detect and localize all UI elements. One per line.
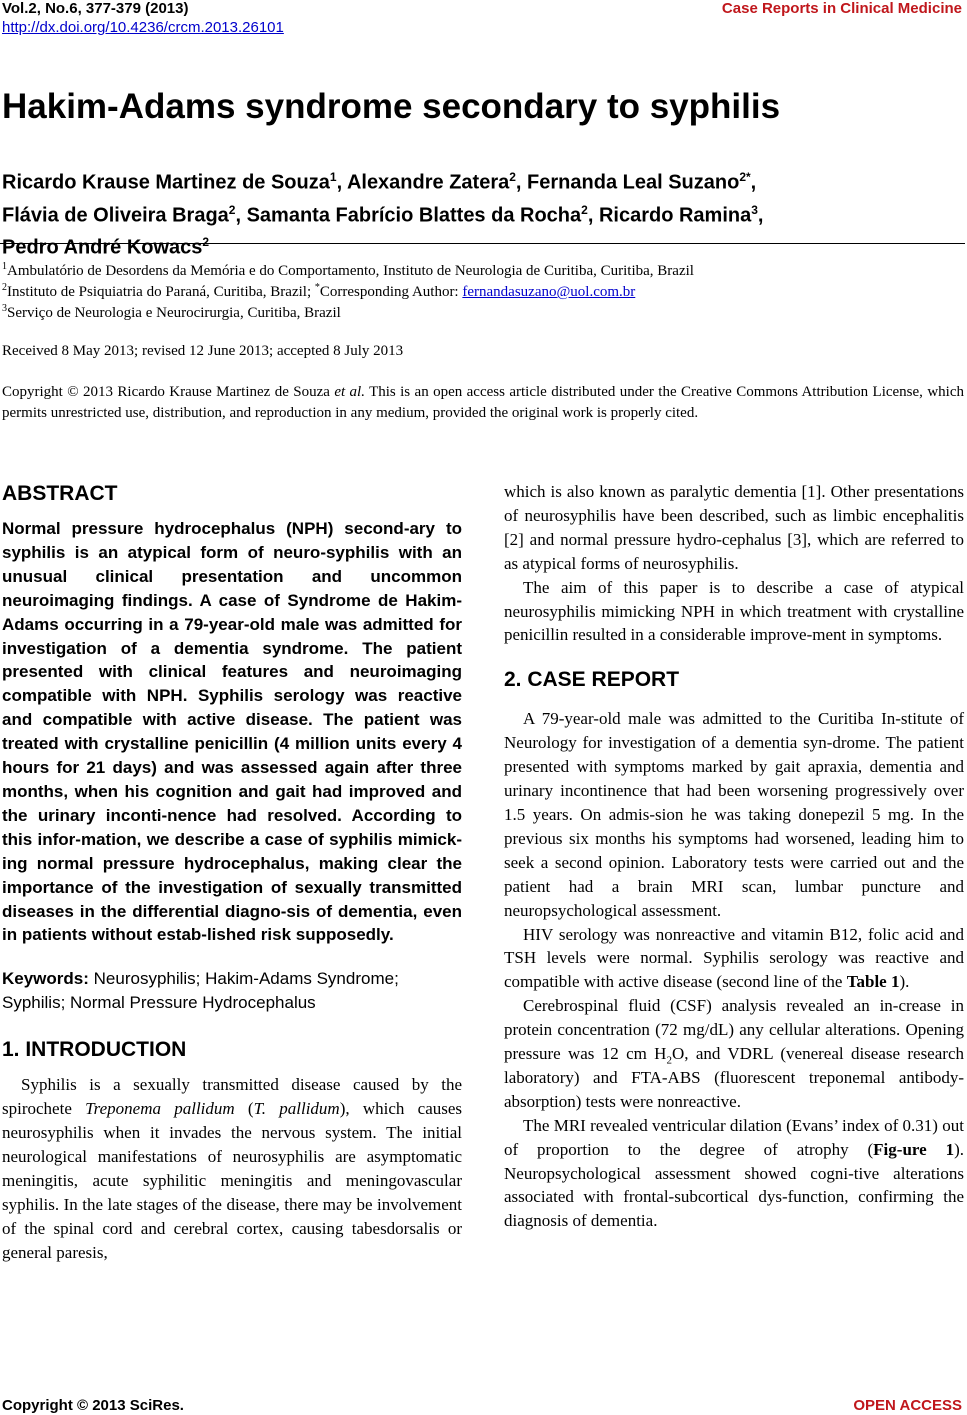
paragraph bbox=[504, 994, 964, 1114]
doi-link[interactable]: http://dx.doi.org/10.4236/crcm.2013.26101 bbox=[2, 19, 284, 36]
author-separator: , bbox=[757, 204, 764, 227]
copyright-text: Copyright © 2013 Ricardo Krause Martinez de Souza bbox=[2, 384, 335, 400]
keywords-text: Neurosyphilis; Hakim-Adams Syndrome; Syphilis; Normal Pressure Hydrocephalus bbox=[2, 969, 399, 1013]
author-affiliation-mark: 3 bbox=[751, 202, 758, 217]
paragraph: The aim of this paper is to describe a case of atypical neurosyphilis mimicking NPH in which treatment with crystalline penicillin resulted in a considerable improve-ment in symptoms. bbox=[504, 577, 964, 645]
text-run: HIV serology was nonreactive and vitamin B12, folic acid and TSH levels were normal. Syphilis serology was reactive and compatible with active disease (second line of the bbox=[504, 924, 964, 992]
species-abbrev: T. pallidum bbox=[253, 1099, 340, 1119]
paragraph bbox=[2, 1073, 462, 1264]
author-list bbox=[2, 164, 962, 262]
text-run: Cerebrospinal fluid (CSF) analysis revealed an in-crease in protein concentration (72 mg/dL) any cellular alterations. Opening pressure was 12 cm H bbox=[504, 996, 964, 1064]
corresponding-label: Corresponding Author: bbox=[319, 284, 463, 300]
text-run: ). Neuropsychological assessment showed cogni-tive alterations associated with frontal-subcortical dys-function, confirming the diagnosis of dementia. bbox=[504, 1139, 964, 1231]
author-separator: , bbox=[515, 171, 528, 194]
table-reference[interactable]: Table 1 bbox=[846, 972, 900, 992]
copyright-notice bbox=[2, 382, 964, 423]
paper-title: Hakim-Adams syndrome secondary to syphilis bbox=[2, 87, 781, 126]
abstract-heading: ABSTRACT bbox=[2, 482, 118, 505]
author-affiliation-mark: 2 bbox=[509, 170, 516, 184]
author-affiliation-mark: 2 bbox=[202, 235, 210, 250]
author-separator: , bbox=[587, 204, 599, 227]
keywords bbox=[2, 967, 462, 1015]
text-run: ), which causes neurosyphilis when it invades the nervous system. The initial neurological manifestations of neurosyphilis are asymptomatic meningitis, acute syphilitic meningitis and meningovascular syphilis. In the late stages of the disease, there may be involvement of the spinal cord and cerebral cortex, causing tabesdorsalis or general paresis, bbox=[2, 1099, 463, 1262]
affiliation-text: Instituto de Psiquiatria do Paraná, Curitiba, Brazil; bbox=[7, 284, 315, 300]
paragraph: A 79-year-old male was admitted to the Curitiba In-stitute of Neurology for investigation of a dementia syn-drome. The patient presented with symptoms marked by gait apraxia, dementia and urinary incontinence that had been worsening progressively over 1.5 years. On admis-sion he was taking donepezil 5 mg. In the previous six months his symptoms had worsened, leading him to seek a second opinion. Laboratory tests were carried out and the patient had a brain MRI scan, lumbar puncture and neuropsychological assessment. bbox=[504, 709, 964, 920]
author-name: Flávia de Oliveira Braga bbox=[2, 204, 229, 227]
header-divider bbox=[0, 243, 965, 244]
copyright-text-rest: This is an open access article distributed under the Creative Commons Attribution License, which permits unrestricted use, distribution, and reproduction in any medium, provided the original work is properly cited. bbox=[2, 384, 964, 421]
author-name: Fernanda Leal Suzano bbox=[527, 171, 740, 194]
footer-open-access: OPEN ACCESS bbox=[853, 1397, 962, 1414]
volume-info: Vol.2, No.6, 377-379 (2013) bbox=[2, 0, 189, 17]
author-name: Ricardo Krause Martinez de Souza bbox=[2, 171, 330, 194]
paragraph bbox=[504, 923, 964, 995]
author-separator: , bbox=[235, 204, 247, 227]
journal-name: Case Reports in Clinical Medicine bbox=[721, 0, 962, 17]
author-separator: , bbox=[750, 171, 757, 194]
right-body-top bbox=[504, 480, 964, 647]
author-name: Samanta Fabrício Blattes da Rocha bbox=[246, 204, 582, 227]
left-column bbox=[2, 481, 462, 1265]
text-run: ). bbox=[899, 972, 910, 992]
text-run: ( bbox=[234, 1099, 254, 1119]
copyright-etal: et al. bbox=[334, 384, 365, 400]
affiliation-number: 1 bbox=[2, 261, 7, 272]
case-report-body bbox=[504, 707, 964, 1233]
case-report-heading: 2. CASE REPORT bbox=[504, 668, 680, 692]
abstract-text: Normal pressure hydrocephalus (NPH) second-ary to syphilis is an atypical form of neuro-syphilis with an unusual clinical presentation and uncommon neuroimaging findings. A case of Syndrome de Hakim-Adams occurring in a 79-year-old male was admitted for investigation of a dementia syndrome. The patient presented with clinical features and neuroimaging compatible with NPH. Syphilis serology was reactive and compatible with active disease. The patient was treated with crystalline penicillin (4 million units every 4 hours for 21 days) and was assessed again after three months, when his cognition and gait had improved and the urinary inconti-nence had resolved. According to this infor-mation, we describe a case of syphilis mimick-ing normal pressure hydrocephalus, making clear the importance of the investigation of sexually transmitted diseases in the differential diagno-sis of dementia, even in patients without estab-lished risk supposedly. bbox=[2, 519, 462, 945]
keywords-label: Keywords: bbox=[2, 969, 89, 989]
affiliation-3 bbox=[2, 299, 962, 323]
author-affiliation-mark: 2 bbox=[581, 202, 588, 217]
intro-body bbox=[2, 1073, 462, 1264]
footer-copyright: Copyright © 2013 SciRes. bbox=[2, 1397, 184, 1414]
figure-reference[interactable]: Fig-ure 1 bbox=[873, 1139, 955, 1159]
author-affiliation-mark: 1 bbox=[329, 170, 337, 184]
author-affiliation-mark: 2* bbox=[739, 170, 751, 184]
affiliation-number: 2 bbox=[2, 282, 7, 293]
right-column bbox=[504, 480, 964, 1233]
received-dates: Received 8 May 2013; revised 12 June 2013; accepted 8 July 2013 bbox=[2, 343, 404, 359]
author-name: Ricardo Ramina bbox=[598, 204, 752, 227]
subscript: 2 bbox=[666, 1054, 672, 1067]
corresponding-mark: * bbox=[314, 282, 320, 293]
author-name: Pedro André Kowacs bbox=[2, 236, 203, 259]
affiliation-text: Ambulatório de Desordens da Memória e do Comportamento, Instituto de Neurologia de Curitiba, Curitiba, Brazil bbox=[7, 263, 694, 279]
author-affiliation-mark: 2 bbox=[228, 202, 236, 217]
text-run: O, and VDRL (venereal disease research laboratory) and FTA-ABS (fluorescent treponemal antibody-absorption) tests were nonreactive. bbox=[504, 1044, 964, 1111]
affiliation-text: Serviço de Neurologia e Neurocirurgia, Curitiba, Brazil bbox=[7, 305, 341, 321]
author-name: Alexandre Zatera bbox=[346, 171, 510, 194]
text-run: Syphilis is a sexually transmitted disease caused by the spirochete bbox=[2, 1075, 462, 1119]
paragraph: which is also known as paralytic dementia [1]. Other presentations of neurosyphilis have been described, such as limbic encephalitis [2] and normal pressure hydro-cephalus [3], which are referred to as atypical forms of neurosyphilis. bbox=[504, 482, 964, 573]
email-link[interactable]: fernandasuzano@uol.com.br bbox=[462, 284, 636, 300]
author-separator: , bbox=[336, 171, 347, 194]
species-name: Treponema pallidum bbox=[85, 1099, 235, 1119]
intro-heading: 1. INTRODUCTION bbox=[2, 1038, 187, 1062]
paragraph bbox=[504, 1114, 964, 1234]
affiliation-number: 3 bbox=[2, 303, 7, 314]
text-run: The MRI revealed ventricular dilation (Evans’ index of 0.31) out of proportion to the degree of atrophy ( bbox=[504, 1115, 964, 1159]
